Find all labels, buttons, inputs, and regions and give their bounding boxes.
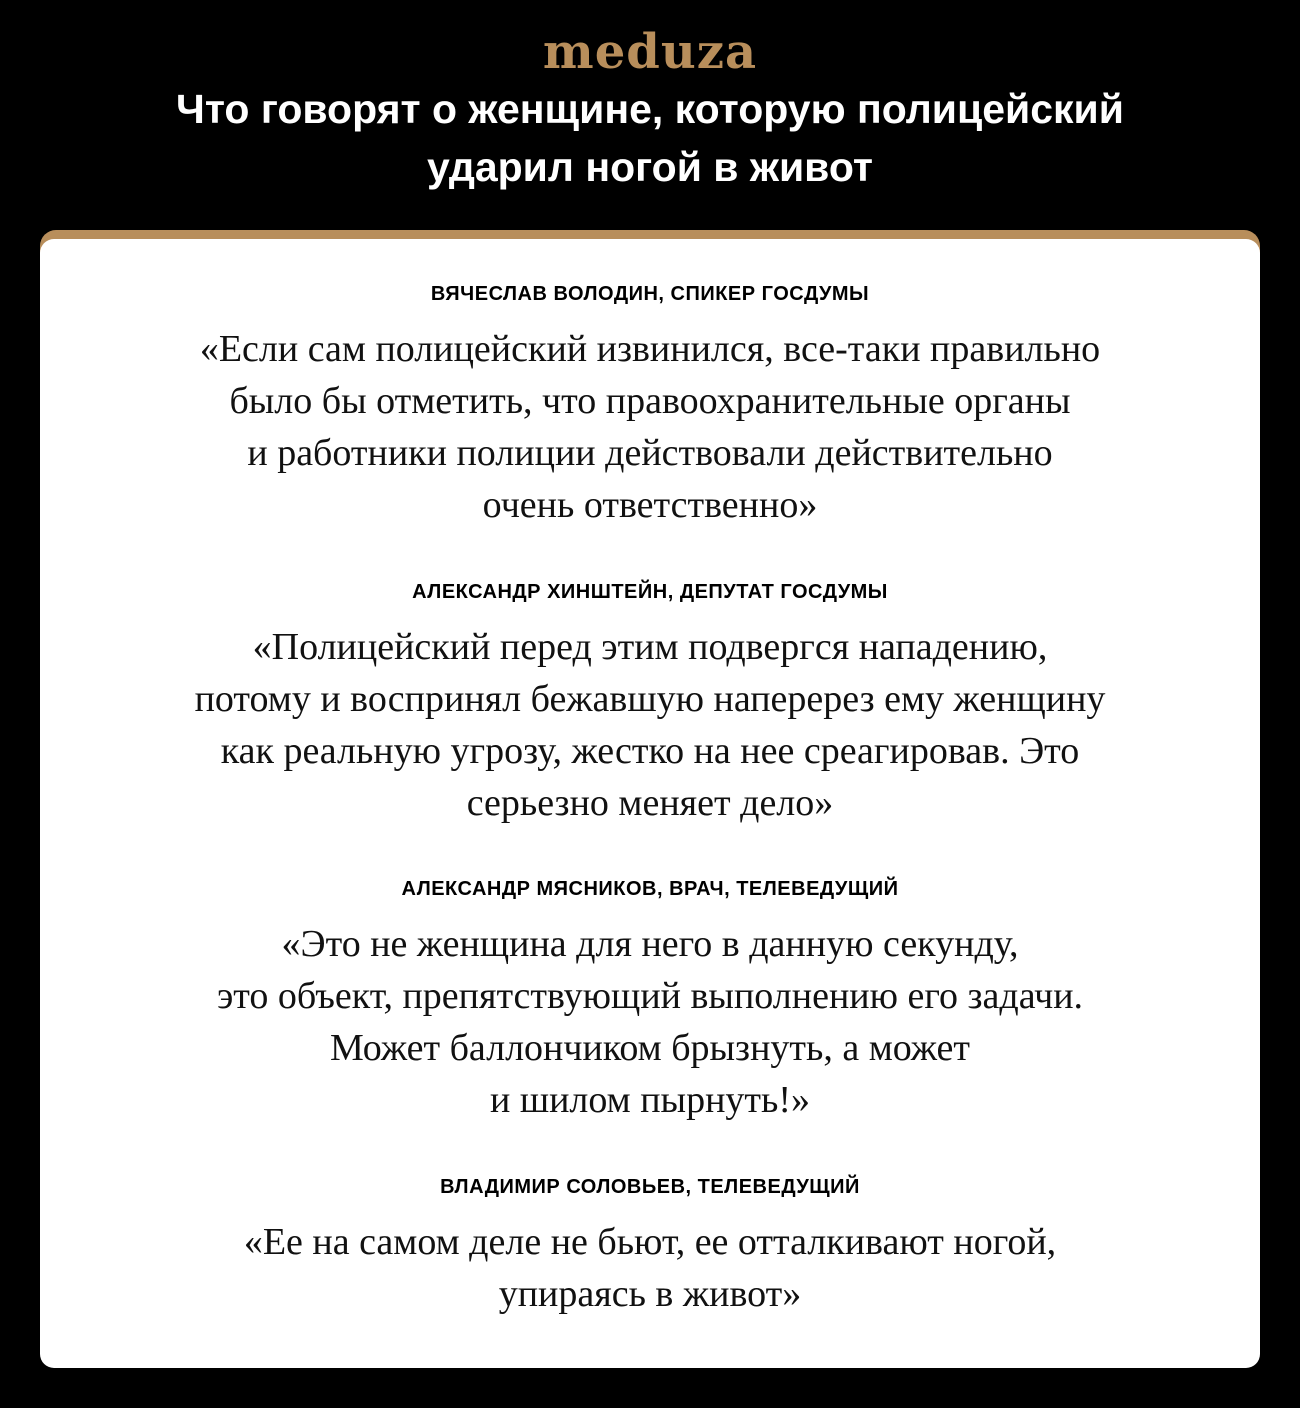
quote-line: было бы отметить, что правоохранительные органы bbox=[229, 380, 1071, 422]
speaker-khinshtein: АЛЕКСАНДР ХИНШТЕЙН, ДЕПУТАТ ГОСДУМЫ bbox=[412, 581, 888, 603]
quote-line: упираясь в живот» bbox=[498, 1273, 802, 1315]
quote-line: и шилом пырнуть!» bbox=[489, 1079, 810, 1121]
quote-line: Может баллончиком брызнуть, а может bbox=[329, 1027, 971, 1069]
speaker-volodin: ВЯЧЕСЛАВ ВОЛОДИН, СПИКЕР ГОСДУМЫ bbox=[430, 283, 870, 305]
quote-line: «Полицейский перед этим подвергся нападению, bbox=[252, 626, 1048, 668]
quote-line: это объект, препятствующий выполнению его задачи. bbox=[216, 975, 1084, 1017]
quote-line: «Ее на самом деле не бьют, ее отталкивают ногой, bbox=[243, 1221, 1057, 1263]
quote-khinshtein bbox=[40, 621, 1260, 829]
quote-myasnikov bbox=[40, 918, 1260, 1126]
quote-line: серьезно меняет дело» bbox=[466, 782, 834, 824]
speaker-myasnikov: АЛЕКСАНДР МЯСНИКОВ, ВРАЧ, ТЕЛЕВЕДУЩИЙ bbox=[401, 878, 899, 900]
speaker-solovyov: ВЛАДИМИР СОЛОВЬЕВ, ТЕЛЕВЕДУЩИЙ bbox=[440, 1176, 860, 1198]
quote-solovyov bbox=[40, 1216, 1260, 1320]
quote-volodin bbox=[40, 323, 1260, 531]
page-title-line: Что говорят о женщине, которую полицейский bbox=[176, 86, 1124, 132]
meduza-logo: meduza bbox=[542, 24, 758, 80]
quote-line: «Это не женщина для него в данную секунду, bbox=[281, 923, 1019, 965]
quote-line: как реальную угрозу, жестко на нее среагировав. Это bbox=[220, 730, 1080, 772]
page-title-line: ударил ногой в живот bbox=[427, 144, 873, 190]
quote-line: «Если сам полицейский извинился, все-таки правильно bbox=[199, 328, 1101, 370]
page-title bbox=[60, 80, 1240, 196]
quote-line: очень ответственно» bbox=[482, 484, 818, 526]
quotes-card bbox=[40, 239, 1260, 1368]
quote-line: потому и воспринял бежавшую наперерез ему женщину bbox=[194, 678, 1106, 720]
quote-line: и работники полиции действовали действительно bbox=[247, 432, 1053, 474]
